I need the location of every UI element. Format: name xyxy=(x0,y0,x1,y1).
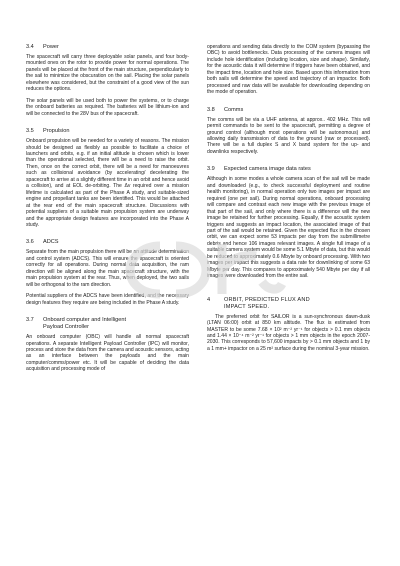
section-number: 3.5 xyxy=(26,128,34,135)
controller-paragraph-1: An onboard computer (OBC) will handle all normal spacecraft operations. A separate Intelligent Payload Controller (IPC) will monitor, process and store the data from the camera and acoustic sensors, acting as an interface between the payloads and the main computer/comms/power etc. It will be capable of deciding the data acquisition and processing mode of xyxy=(26,334,189,373)
section-heading-controller xyxy=(26,317,189,331)
section-number: 4 xyxy=(207,296,211,303)
section-title-line-1: Onboard computer and Intelligent xyxy=(43,317,127,324)
section-title-line-1: ORBIT, PREDICTED FLUX AND xyxy=(224,296,310,303)
section-title xyxy=(224,297,310,311)
left-column xyxy=(26,44,189,378)
section-heading-propulsion xyxy=(26,128,189,135)
power-paragraph-2: The solar panels will be used both to power the systems, or to charge the onboard batteries as required. The batteries will be lithium-ion and will be connected to the 28V bus of the spacecraft. xyxy=(26,97,189,117)
comms-paragraph-1: The comms will be via a UHF antenna, at approx.. 402 MHz. This will permit commands to be sent to the spacecraft, permitting a degree of ground control (although most operations will be autonomous) and allowing daily transmission of data to the ground (raw or processed). There will be a full duplex S and X band system for the up- and downlinks respectively. xyxy=(207,116,370,155)
section-title: Comms xyxy=(224,106,244,113)
section-heading-data-rates xyxy=(207,166,370,173)
section-number: 3.4 xyxy=(26,44,34,50)
data-rates-paragraph-1: Although in some modes a whole camera scan of the sail will be made and downloaded (e.g., to check successful deployment and routine health monitoring), in normal operation only two images per impact are required (one per sail). During normal operations, onboard processing will compare and contrast each new image with the previous image of that part of the sail, and only where there is a difference will the new image be retained for further processing. Equally, if the acoustic system triggers and suggests an impact location, the associated image of that part of the sail would be retained. Given the expected flux in the chosen orbit, we can expect some 53 impacts per day from the submillimetre debris and hence 106 images relevant images. A single full image of a suitable camera system would be some 5.1 Mbyte of data, but this would be reduced to approximately 0.6 Mbyte by onboard processing. With two images per impact this suggests a data rate for downlinking of some 63 Mbyte per day. This compares to approximately 540 Mbyte per day if all images were downloaded from the entire sail. xyxy=(207,176,370,280)
section-heading-adcs xyxy=(26,239,189,246)
section-title: Propulsion xyxy=(43,128,70,135)
adcs-paragraph-1: Separate from the main propulsion there will be an attitude determination and control system (ADCS). This will ensure the spacecraft is oriented correctly for all operations. During normal data acquisition, the ram direction will be aligned along the main spacecraft structure, with the main propulsion system at the rear. Thus, when deployed, the two sails will be orthogonal to the ram direction. xyxy=(26,249,189,288)
section-title: Expected camera image data rates xyxy=(224,166,311,173)
section-title-line-2: IMPACT SPEED. xyxy=(224,303,270,310)
section-title: ADCS xyxy=(43,239,59,246)
section-heading-orbit-flux xyxy=(207,297,370,311)
section-title: Power xyxy=(43,44,59,50)
section-number: 3.6 xyxy=(26,239,34,246)
section-heading-comms xyxy=(207,107,370,114)
section-title xyxy=(43,317,126,331)
section-heading-power xyxy=(26,44,189,51)
right-column xyxy=(207,44,370,357)
section-number: 3.7 xyxy=(26,317,34,324)
section-title-line-2: Payload Controller xyxy=(43,324,90,331)
orbit-flux-paragraph-1: The preferred orbit for SAILOR is a sun-synchronous dawn-dusk (LTAN 06:00) orbit at 850 km altitude. The flux is estimated from MASTER to be some 7.68 × 10² m⁻² yr⁻¹ for objects > 0.1 mm objects and 1.44 × 10⁻⁴ m⁻² yr⁻¹ for objects > 1 mm objects in the epoch 2007-2030. This corresponds to 57,600 impacts by > 0.1 mm objects and 1 by a 1 mm+ impactor on a 25 m² surface during the nominal 3-year mission. xyxy=(207,313,370,352)
section-number: 3.9 xyxy=(207,166,215,173)
propulsion-paragraph-1: Onboard propulsion will be needed for a variety of reasons. The mission should be designed as flexibly as possible to facilitate a choice of launchers and orbits, e.g. if an initial altitude is chosen which is lower than the operational selected, there will be a need to raise the orbit. Then, once on the correct orbit, there will be a need for manoeuvres such as collisional avoidance (by accelerating/ decelerating the spacecraft to arrive at a slightly different time in an orbit and hence avoid a collision), and at EOL de-orbiting. The Δv required over a mission lifetime is calculated as part of the Phase A study, and suitable-sized engine and propellant tanks are been identified. This would be attached at the rear end of the main spacecraft structure. Discussions with potential suppliers of a suitable main propulsion system are underway and the appropriate design features are incorporated into the Phase A study. xyxy=(26,138,189,228)
section-number: 3.8 xyxy=(207,106,215,113)
power-paragraph-1: The spacecraft will carry three deployable solar panels, and four body-mounted ones on the rotor to provide power for normal operations. The panels will be placed at the front of the main structure, perpendicularly to the sail to minimize the obscuration on the sail. Placing the solar panels elsewhere was considered, but the constraint of a good view of the sun reduces the options. xyxy=(26,54,189,93)
adcs-paragraph-2: Potential suppliers of the ADCS have been identified, and the necessary design features they require are being included in the Phase A study. xyxy=(26,293,189,306)
continuation-paragraph: operations and sending data directly to the COM system (bypassing the OBC) to avoid bottlenecks. Data processing of the camera images will include hole identification (including location, size and shape). Similarly, for the acoustic data it will determine if triggers have been obtained, and the impact time, location and hole size. Based upon this information from both sails will determine the speed and trajectory of an impactor. Both processed and raw data will be available for downloading depending on the mode of operation. xyxy=(207,44,370,96)
